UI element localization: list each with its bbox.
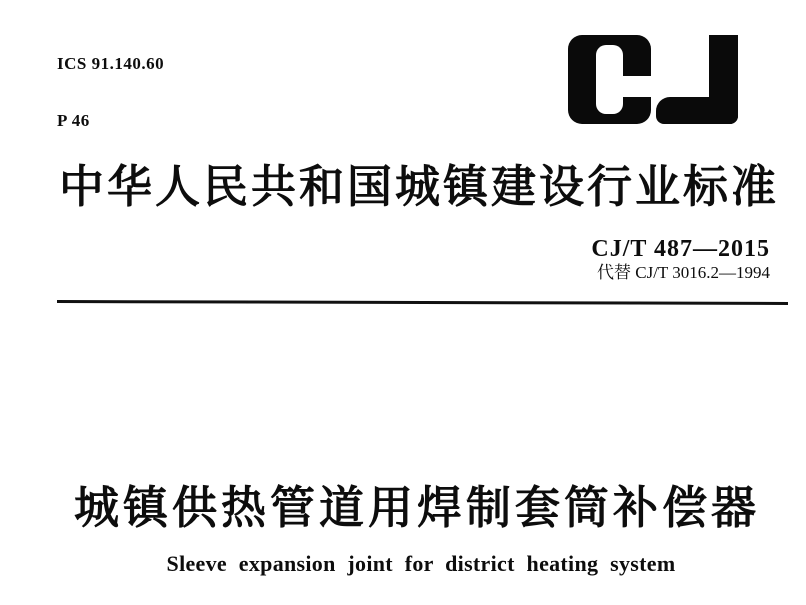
document-title-english: Sleeve expansion joint for district heating system [166, 551, 676, 576]
cj-logo-letter-c-counter [596, 45, 623, 114]
ics-classification-block [57, 16, 164, 168]
cj-logo-letter-c-opening [620, 76, 654, 97]
cj-logo-letter-j-stem [709, 35, 738, 124]
ics-code: ICS 91.140.60 [57, 54, 165, 73]
national-standard-heading: 中华人民共和国城镇建设行业标准 [58, 161, 779, 212]
standard-number: CJ/T 487—2015 [591, 236, 770, 262]
header-divider-rule [57, 300, 788, 305]
classification-code: P 46 [57, 111, 90, 130]
cj-logo [568, 35, 738, 124]
replaces-standard: 代替 CJ/T 3016.2—1994 [596, 263, 770, 282]
document-title-chinese: 城镇供热管道用焊制套筒补偿器 [73, 482, 760, 533]
standard-code-block [591, 236, 770, 282]
